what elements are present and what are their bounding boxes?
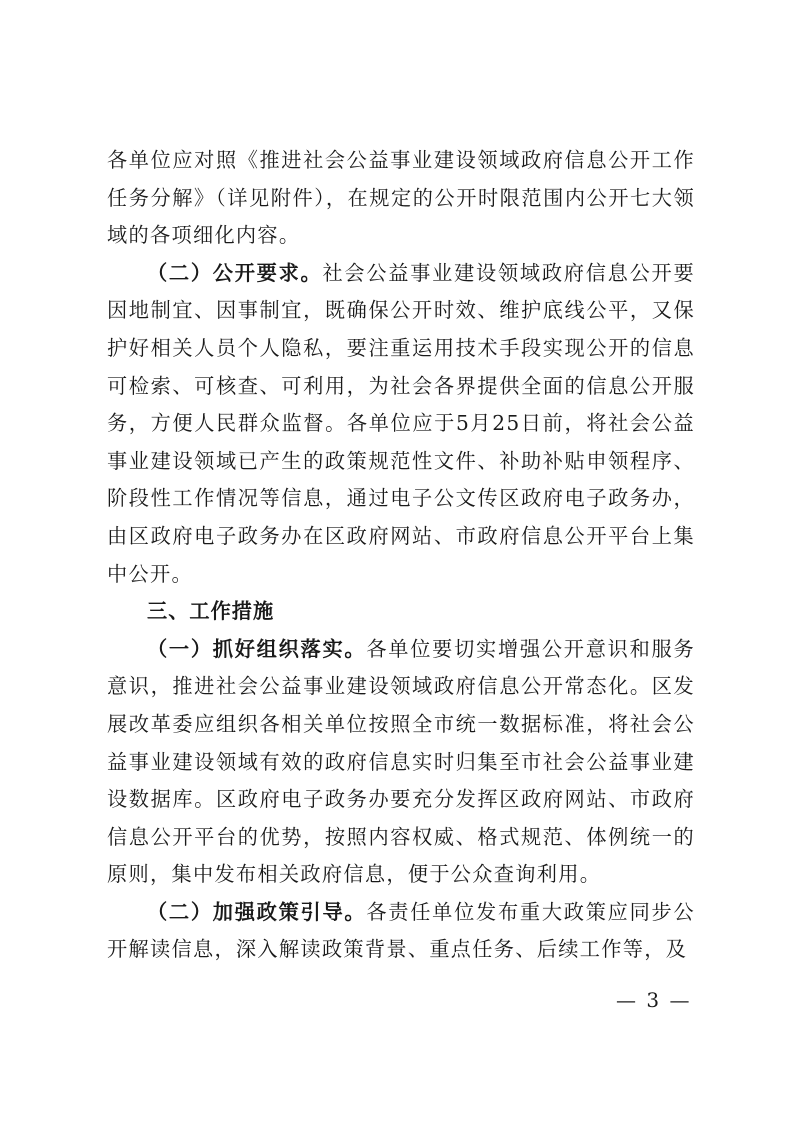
section-heading: 三、工作措施 <box>147 599 275 624</box>
paragraph-text: 各单位要切实增强公开意识和服务意识，推进社会公益事业建设领域政府信息公开常态化。区发展改革委应组织各相关单位按照全市统一数据标准，将社会公益事业建设领域有效的政府信息实时归集至市社会公益事业建设数据库。区政府电子政务办要充分发挥区政府网站、市政府信息公开平台的优势，按照内容权威、格式规范、体例统一的原则，集中发布相关政府信息，便于公众查询利用。 <box>107 636 695 887</box>
paragraph-lead: （二）公开要求。 <box>147 260 323 285</box>
paragraph-lead: （二）加强政策引导。 <box>147 899 367 924</box>
paragraph-disclosure-requirements <box>107 255 695 593</box>
paragraph-policy-guidance <box>107 894 695 969</box>
paragraph-lead: （一）抓好组织落实。 <box>147 636 367 661</box>
paragraph-text: 各单位应对照《推进社会公益事业建设领域政府信息公开工作任务分解》（详见附件），在规定的公开时限范围内公开七大领域的各项细化内容。 <box>107 148 695 248</box>
page-number: — 3 — <box>616 988 692 1012</box>
paragraph-text: 社会公益事业建设领域政府信息公开要因地制宜、因事制宜，既确保公开时效、维护底线公平，又保护好相关人员个人隐私，要注重运用技术手段实现公开的信息可检索、可核查、可利用，为社会各界提供全面的信息公开服务，方便人民群众监督。各单位应于5月25日前，将社会公益事业建设领域已产生的政策规范性文件、补助补贴申领程序、阶段性工作情况等信息，通过电子公文传区政府电子政务办，由区政府电子政务办在区政府网站、市政府信息公开平台上集中公开。 <box>107 260 695 586</box>
paragraph-text: 各责任单位发布重大政策应同步公开解读信息，深入解读政策背景、重点任务、后续工作等，及 <box>107 899 695 962</box>
document-body <box>107 142 695 969</box>
paragraph-organization <box>107 631 695 894</box>
paragraph-continuation <box>107 142 695 255</box>
